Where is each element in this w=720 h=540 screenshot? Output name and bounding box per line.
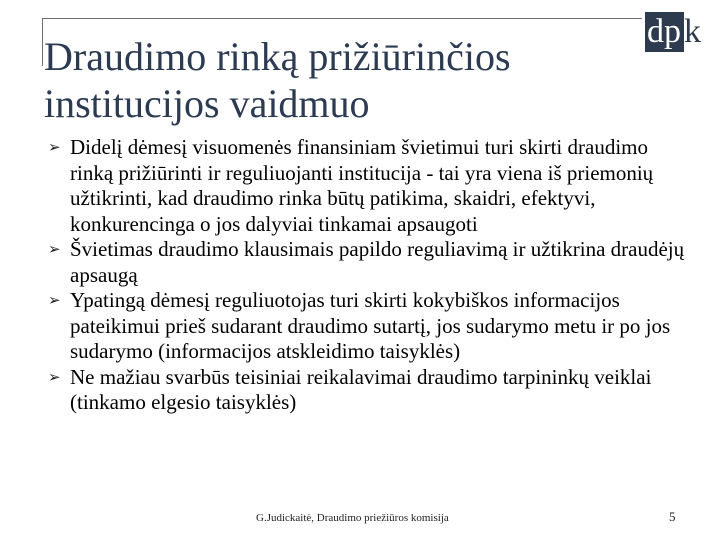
dpk-logo: [645, 12, 701, 52]
bullet-item-3: [48, 288, 688, 365]
bullet-text-4: Ne mažiau svarbūs teisiniai reikalavimai draudimo tarpininkų veiklai (tinkamo elgesio taisyklės): [70, 364, 652, 414]
slide-title-line-2: institucijos vaidmuo: [44, 81, 370, 126]
bullet-item-1: [48, 135, 688, 237]
title-frame-horizontal: [42, 18, 642, 19]
bullet-item-2: [48, 237, 688, 288]
bullet-text-1: Didelį dėmesį visuomenės finansiniam švietimui turi skirti draudimo rinką prižiūrinti ir reguliuojanti institucija - tai yra viena iš priemonių užtikrinti, kad draudimo rinka būtų patikima, skaidri, efektyvi, konkurencinga o jos dalyviai tinkamai apsaugoti: [70, 135, 654, 236]
bullet-text-2: Švietimas draudimo klausimais papildo reguliavimą ir užtikrina draudėjų apsaugą: [70, 237, 685, 287]
logo-boxed-text: dp: [645, 12, 684, 52]
slide-title-line-1: Draudimo rinką prižiūrinčios: [44, 34, 511, 79]
footer-author: G.Judickaitė, Draudimo priežiūros komisija: [256, 512, 449, 524]
bullet-text-3: Ypatingą dėmesį reguliuotojas turi skirti kokybiškos informacijos pateikimui prieš sudarant draudimo sutartį, jos sudarymo metu ir po jos sudarymo (informacijos atskleidimo taisyklės): [70, 288, 671, 363]
logo-tail-text: k: [684, 13, 701, 50]
title-frame-vertical: [42, 18, 43, 66]
slide-title: [44, 33, 644, 127]
arrow-bullet-icon: ➢: [48, 369, 61, 386]
bullet-item-4: [48, 365, 688, 416]
arrow-bullet-icon: ➢: [48, 293, 61, 309]
page-number: 5: [669, 509, 676, 524]
arrow-bullet-icon: ➢: [48, 242, 61, 258]
arrow-bullet-icon: ➢: [48, 140, 61, 156]
bullet-list: [48, 135, 688, 416]
